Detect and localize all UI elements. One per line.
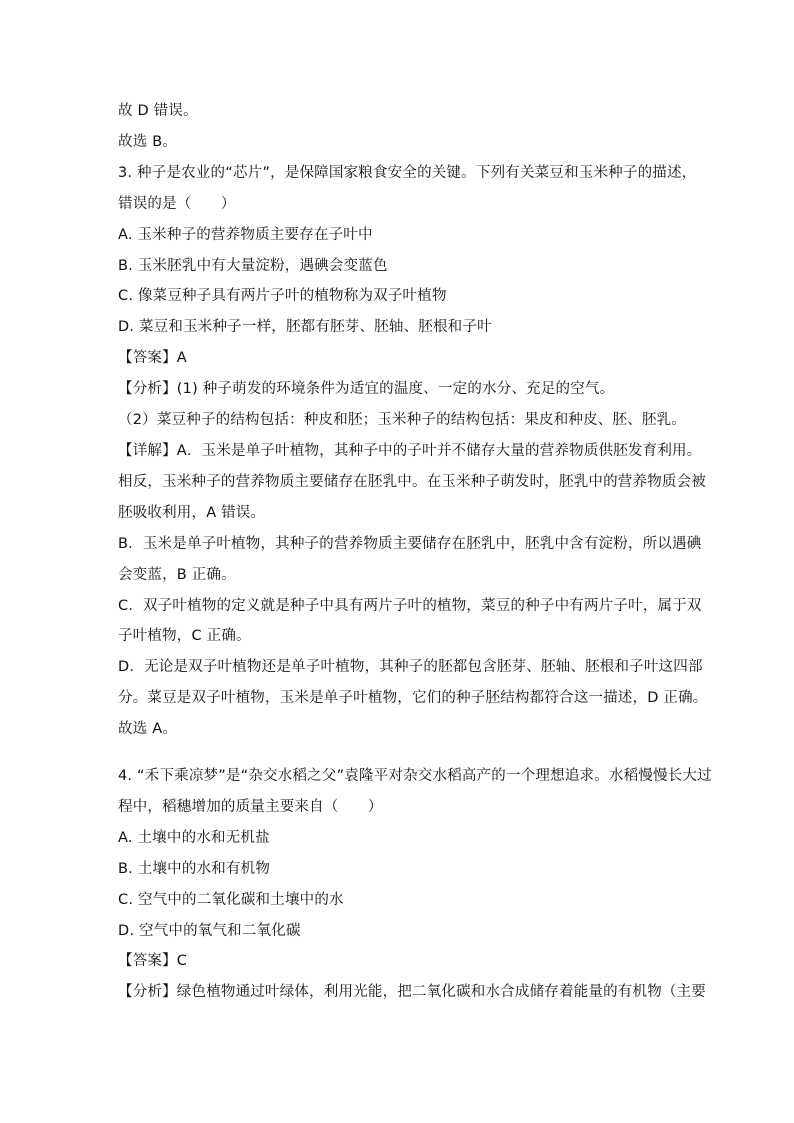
text-line: 故选 B。 <box>118 133 178 150</box>
option-c: C. 像菜豆种子具有两片子叶的植物称为双子叶植物 <box>118 288 447 305</box>
question-stem: 程中，稻穗增加的质量主要来自（ ） <box>118 798 383 815</box>
detail-line: 【详解】A．玉米是单子叶植物，其种子中的子叶并不储存大量的营养物质供胚发育利用。 <box>118 442 702 459</box>
option-a: A. 土壤中的水和无机盐 <box>118 829 270 846</box>
analysis-line: （2）菜豆种子的结构包括：种皮和胚；玉米种子的结构包括：果皮和种皮、胚、胚乳。 <box>118 412 687 429</box>
option-d: D. 菜豆和玉米种子一样，胚都有胚芽、胚轴、胚根和子叶 <box>118 319 492 336</box>
question-stem: 错误的是（ ） <box>118 195 236 212</box>
detail-line: 相反，玉米种子的营养物质主要储存在胚乳中。在玉米种子萌发时，胚乳中的营养物质会被 <box>118 473 706 490</box>
detail-line: D．无论是双子叶植物还是单子叶植物，其种子的胚都包含胚芽、胚轴、胚根和子叶这四部 <box>118 659 703 676</box>
detail-line: C．双子叶植物的定义就是种子中具有两片子叶的植物，菜豆的种子中有两片子叶，属于双 <box>118 597 702 614</box>
analysis-line: 【分析】(1) 种子萌发的环境条件为适宜的温度、一定的水分、充足的空气。 <box>118 381 615 398</box>
question-stem: 4. “禾下乘凉梦”是“杂交水稻之父”袁隆平对杂交水稻高产的一个理想追求。水稻慢慢长大过 <box>118 768 712 785</box>
option-a: A. 玉米种子的营养物质主要存在子叶中 <box>118 226 373 243</box>
question-4 <box>118 761 712 1008</box>
answer-line: 【答案】A <box>118 350 187 367</box>
option-c: C. 空气中的二氧化碳和土壤中的水 <box>118 891 344 908</box>
conclusion-line: 故选 A。 <box>118 721 178 738</box>
block-0 <box>118 96 693 158</box>
document-page <box>118 96 712 1008</box>
option-b: B. 玉米胚乳中有大量淀粉，遇碘会变蓝色 <box>118 257 388 274</box>
answer-line: 【答案】C <box>118 953 188 970</box>
question-3 <box>118 158 708 745</box>
detail-line: 分。菜豆是双子叶植物，玉米是单子叶植物，它们的种子胚结构都符合这一描述，D 正确。 <box>118 690 708 707</box>
option-b: B. 土壤中的水和有机物 <box>118 860 271 877</box>
question-stem: 3. 种子是农业的“芯片”，是保障国家粮食安全的关键。下列有关菜豆和玉米种子的描述， <box>118 164 697 181</box>
detail-line: 会变蓝，B 正确。 <box>118 566 236 583</box>
detail-line: B．玉米是单子叶植物，其种子的营养物质主要储存在胚乳中，胚乳中含有淀粉，所以遇碘 <box>118 535 702 552</box>
detail-line: 胚吸收利用，A 错误。 <box>118 504 266 521</box>
text-line: 故 D 错误。 <box>118 103 198 119</box>
option-d: D. 空气中的氧气和二氧化碳 <box>118 922 301 939</box>
analysis-line: 【分析】绿色植物通过叶绿体，利用光能，把二氧化碳和水合成储存着能量的有机物（主要 <box>118 984 706 1001</box>
spacer <box>118 745 693 761</box>
detail-line: 子叶植物，C 正确。 <box>118 628 251 645</box>
